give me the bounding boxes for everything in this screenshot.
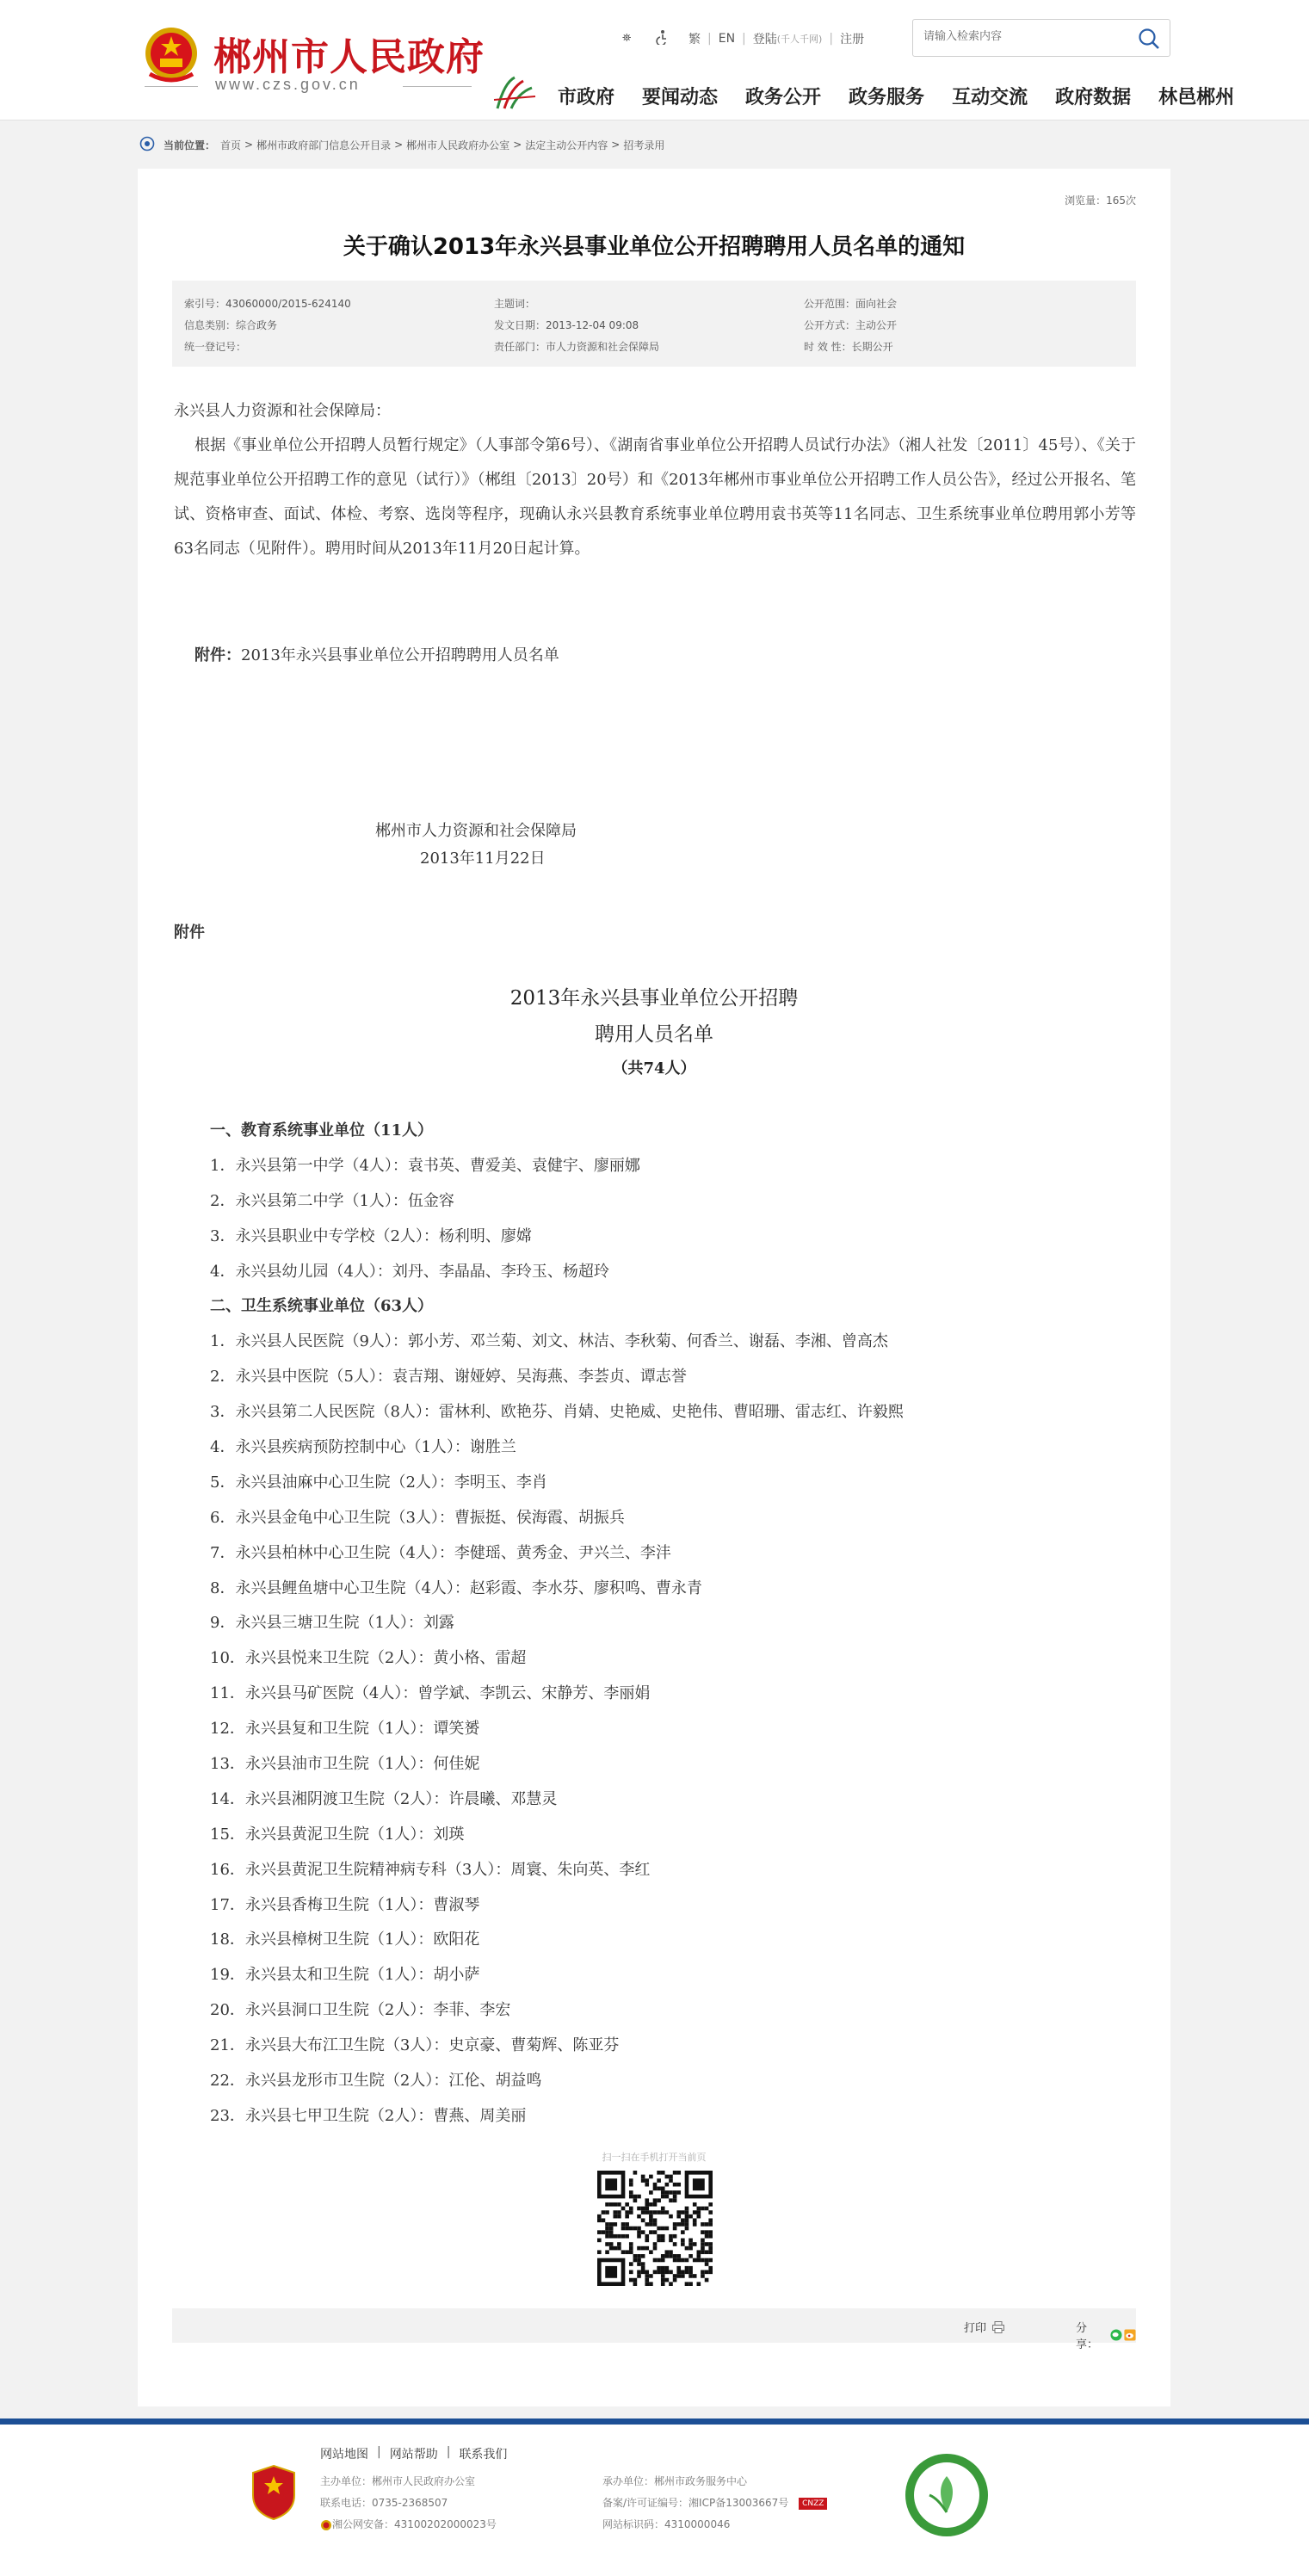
svg-text:⛯: ⛯ <box>622 32 632 45</box>
education-row: 2．永兴县第二中学（1人）：伍金容 <box>210 1191 454 1210</box>
footer-undertaker: 承办单位：郴州市政务服务中心 <box>602 2475 748 2487</box>
accessible-icon[interactable] <box>621 29 637 48</box>
footer-link-contact[interactable]: 联系我们 <box>459 2448 508 2462</box>
signature-org: 郴州市人力资源和社会保障局 <box>375 822 577 840</box>
article-title: 关于确认2013年永兴县事业单位公开招聘聘用人员名单的通知 <box>343 234 966 260</box>
footer-police[interactable]: 湘公网安备：43100202000023号 <box>332 2518 497 2530</box>
logo-divider-right <box>403 86 472 87</box>
meta-dept: 责任部门：市人力资源和社会保障局 <box>494 341 660 353</box>
health-row: 20．永兴县洞口卫生院（2人）：李菲、李宏 <box>210 2001 511 2020</box>
lin-yi-logo-icon <box>492 74 537 112</box>
health-row: 9．永兴县三塘卫生院（1人）：刘露 <box>210 1614 454 1633</box>
meta-validity: 时 效 性：长期公开 <box>804 341 893 353</box>
breadcrumb-home[interactable]: 首页 <box>220 139 242 151</box>
health-row: 16．永兴县黄泥卫生院精神病专科（3人）：周寰、朱向英、李红 <box>210 1860 651 1879</box>
nav-item-data[interactable]: 政府数据 <box>1055 87 1132 108</box>
health-row: 4．永兴县疾病预防控制中心（1人）：谢胜兰 <box>210 1438 516 1457</box>
breadcrumb-sep: > <box>513 139 522 151</box>
nav-item-government[interactable]: 市政府 <box>558 87 615 108</box>
salutation: 永兴县人力资源和社会保障局： <box>174 402 391 420</box>
english-link[interactable]: EN <box>718 32 736 46</box>
health-row: 23．永兴县七甲卫生院（2人）：曹燕、周美丽 <box>210 2106 527 2125</box>
nav-item-disclosure[interactable]: 政务公开 <box>745 87 822 108</box>
nav-item-linyi[interactable]: 林邑郴州 <box>1158 87 1235 108</box>
view-count <box>1065 193 1136 207</box>
section-education-rows <box>210 1149 1136 1290</box>
signature-date: 2013年11月22日 <box>420 849 546 868</box>
body-paragraph: 根据《事业单位公开招聘人员暂行规定》（人事部令第6号）、《湖南省事业单位公开招聘人员试行办法》（湘人社发〔2011〕45号）、《关于规范事业单位公开招聘工作的意见（试行）》（郴组〔2013〕20号）和《2013年郴州市事业单位公开招聘工作人员公告》，经过公开报名、笔试、资格审查、面试、体检、考察、选岗等程序，现确认永兴县教育系统事业单位聘用袁书英等11名同志、卫生系统事业单位聘用郭小芳等63名同志（见附件）。聘用时间从2013年11月20日起计算。 <box>174 436 1136 558</box>
nav-item-services[interactable]: 政务服务 <box>849 87 925 108</box>
footer-links <box>320 2445 507 2462</box>
breadcrumb-recruitment[interactable]: 招考录用 <box>623 139 665 151</box>
party-gov-badge-icon[interactable] <box>250 2464 298 2521</box>
list-count: （共74人） <box>612 1059 696 1078</box>
top-sep: | <box>742 32 746 46</box>
site-url: www.czs.gov.cn <box>215 76 361 93</box>
search-icon[interactable] <box>1137 27 1161 51</box>
roster <box>210 1114 1136 2134</box>
weibo-icon[interactable] <box>1124 2328 1136 2342</box>
education-row: 3．永兴县职业中专学校（2人）：杨利明、廖嫦 <box>210 1226 532 1245</box>
share-bar <box>172 2308 1136 2351</box>
logo-divider <box>145 86 198 87</box>
print-button[interactable] <box>964 2319 1005 2335</box>
footer-site-code: 网站标识码：4310000046 <box>602 2518 731 2530</box>
health-row: 2．永兴县中医院（5人）：袁吉翔、谢娅婷、吴海燕、李荟贞、谭志誉 <box>210 1368 687 1387</box>
list-title-line1: 2013年永兴县事业单位公开招聘 <box>509 987 799 1010</box>
footer-link-help[interactable]: 网站帮助 <box>389 2448 438 2462</box>
search-input[interactable] <box>923 30 1121 43</box>
footer-info-right <box>602 2471 827 2536</box>
meta-mode: 公开方式：主动公开 <box>804 319 898 331</box>
list-title-line2: 聘用人员名单 <box>595 1023 713 1046</box>
health-row: 6．永兴县金龟中心卫生院（3人）：曹振挺、侯海霞、胡振兵 <box>210 1508 625 1527</box>
health-row: 22．永兴县龙形市卫生院（2人）：江伦、胡益鸣 <box>210 2072 542 2091</box>
search-box <box>912 19 1170 57</box>
meta-date: 发文日期：2013-12-04 09:08 <box>494 319 639 331</box>
civilization-unit-badge-icon[interactable] <box>904 2452 990 2538</box>
meta-index-no: 索引号：43060000/2015-624140 <box>184 298 351 310</box>
breadcrumb-label: 当前位置： <box>164 139 216 151</box>
location-pin-icon <box>139 136 155 153</box>
footer-link-sep: | <box>446 2445 451 2459</box>
breadcrumb-sep: > <box>244 139 254 151</box>
health-row: 14．永兴县湘阴渡卫生院（2人）：许晨曦、邓慧灵 <box>210 1789 558 1808</box>
top-sep: | <box>829 32 834 46</box>
footer-info-left <box>320 2471 497 2536</box>
elder-care-icon[interactable] <box>656 29 670 48</box>
login-link[interactable]: 登陆 <box>752 33 777 46</box>
top-links <box>621 28 864 50</box>
breadcrumb-sep: > <box>611 139 621 151</box>
national-emblem-icon[interactable] <box>143 24 200 86</box>
attachment-link[interactable]: 2013年永兴县事业单位公开招聘聘用人员名单 <box>241 646 559 664</box>
site-header <box>0 0 1309 120</box>
meta-category: 信息类别：综合政务 <box>184 319 278 331</box>
meta-uniform-no: 统一登记号： <box>184 341 247 353</box>
health-row: 11．永兴县马矿医院（4人）：曾学斌、李凯云、宋静芳、李丽娟 <box>210 1684 651 1703</box>
view-count-label: 浏览量： <box>1065 195 1107 207</box>
attachment-label: 附件： <box>194 646 241 664</box>
health-row: 12．永兴县复和卫生院（1人）：谭笑赟 <box>210 1720 480 1739</box>
meta-scope: 公开范围：面向社会 <box>804 298 898 310</box>
police-badge-icon <box>320 2519 332 2531</box>
health-row: 17．永兴县香梅卫生院（1人）：曹淑琴 <box>210 1895 480 1914</box>
article-meta <box>172 281 1136 367</box>
health-row: 19．永兴县太和卫生院（1人）：胡小萨 <box>210 1966 480 1985</box>
top-sep: | <box>707 32 712 46</box>
health-row: 10．永兴县悦来卫生院（2人）：黄小格、雷超 <box>210 1649 527 1668</box>
register-link[interactable]: 注册 <box>840 33 865 46</box>
health-row: 5．永兴县油麻中心卫生院（2人）：李明玉、李肖 <box>210 1473 547 1492</box>
footer-police-line <box>320 2514 497 2536</box>
breadcrumb-sep: > <box>394 139 404 151</box>
health-row: 1．永兴县人民医院（9人）：郭小芳、邓兰菊、刘文、林洁、李秋菊、何香兰、谢磊、李湘、曾高杰 <box>210 1332 888 1351</box>
education-row: 4．永兴县幼儿园（4人）：刘丹、李晶晶、李玲玉、杨超玲 <box>210 1262 609 1281</box>
site-title[interactable]: 郴州市人民政府 <box>213 35 485 79</box>
breadcrumb-office[interactable]: 郴州市人民政府办公室 <box>406 139 510 151</box>
site-footer <box>0 2418 1309 2576</box>
breadcrumb <box>139 136 664 153</box>
section-title-health: 二、卫生系统事业单位（63人） <box>210 1297 434 1316</box>
view-count-value: 165次 <box>1106 195 1136 207</box>
footer-link-sitemap[interactable]: 网站地图 <box>320 2448 368 2462</box>
footer-icp[interactable]: 备案/许可证编号：湘ICP备13003667号 <box>602 2497 789 2509</box>
nav-item-news[interactable]: 要闻动态 <box>642 87 719 108</box>
section-title-education: 一、教育系统事业单位（11人） <box>210 1121 434 1140</box>
health-row: 3．永兴县第二人民医院（8人）：雷林利、欧艳芬、肖婧、史艳威、史艳伟、曹昭珊、雷志红、许毅熙 <box>210 1403 904 1422</box>
health-row: 21．永兴县大布江卫生院（3人）：史京豪、曹菊辉、陈亚芬 <box>210 2036 620 2055</box>
qr-caption: 扫一扫在手机打开当前页 <box>602 2152 707 2163</box>
section-health-rows <box>210 1325 1136 2134</box>
cnzz-label: CNZZ <box>802 2499 824 2508</box>
health-row: 18．永兴县樟树卫生院（1人）：欧阳花 <box>210 1930 480 1949</box>
qr-code-icon <box>597 2171 713 2286</box>
share-label: 分享： <box>1076 2322 1099 2351</box>
cnzz-badge[interactable] <box>799 2498 827 2510</box>
printer-icon <box>991 2320 1005 2334</box>
attachment-line <box>174 639 1136 673</box>
meta-subject: 主题词： <box>494 298 536 310</box>
traditional-chinese-link[interactable]: 繁 <box>688 33 701 46</box>
breadcrumb-statutory[interactable]: 法定主动公开内容 <box>525 139 608 151</box>
login-note: (千人千网) <box>776 34 823 45</box>
footer-icp-line <box>602 2493 827 2514</box>
footer-host: 主办单位：郴州市人民政府办公室 <box>320 2475 476 2487</box>
education-row: 1．永兴县第一中学（4人）：袁书英、曹爱美、袁健宇、廖丽娜 <box>210 1156 640 1175</box>
print-label: 打印 <box>964 2322 987 2335</box>
footer-link-sep: | <box>377 2445 381 2459</box>
health-row: 8．永兴县鲤鱼塘中心卫生院（4人）：赵彩霞、李水芬、廖积鸣、曹永青 <box>210 1578 702 1597</box>
attachment-heading: 附件 <box>174 924 205 942</box>
nav-item-interaction[interactable]: 互动交流 <box>952 87 1028 108</box>
main-nav <box>558 83 1234 109</box>
share-group <box>1076 2319 1136 2351</box>
health-row: 15．永兴县黄泥卫生院（1人）：刘瑛 <box>210 1825 465 1844</box>
health-row: 7．永兴县柏林中心卫生院（4人）：李健瑶、黄秀金、尹兴兰、李沣 <box>210 1543 671 1562</box>
breadcrumb-catalog[interactable]: 郴州市政府部门信息公开目录 <box>256 139 392 151</box>
health-row: 13．永兴县油市卫生院（1人）：何佳妮 <box>210 1755 480 1774</box>
wechat-icon[interactable] <box>1110 2328 1122 2342</box>
footer-phone: 联系电话：0735-2368507 <box>320 2497 448 2509</box>
article-card <box>138 169 1170 2406</box>
